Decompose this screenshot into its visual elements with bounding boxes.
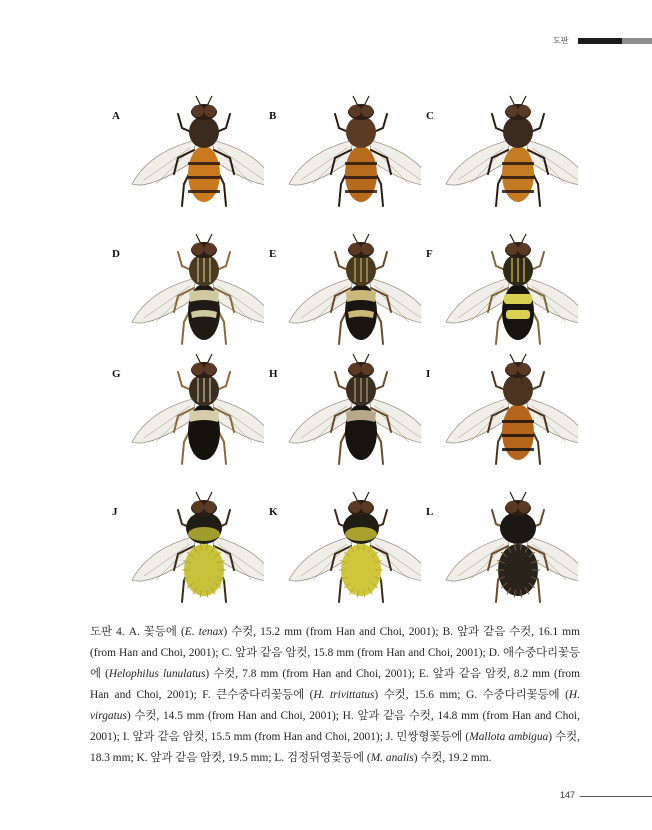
hoverfly-photo [263, 92, 421, 214]
eye [204, 363, 216, 375]
eye [204, 105, 216, 117]
caption-text: ) 수컷, 19.2 mm. [413, 752, 492, 764]
abdomen-band [188, 190, 220, 193]
specimen-label: L [426, 506, 434, 518]
abdomen-band [502, 434, 534, 437]
species-name: H. trivittatus [313, 689, 375, 701]
abdomen-band [502, 162, 534, 165]
eye [518, 105, 530, 117]
abdomen [345, 146, 377, 202]
thorax [503, 116, 533, 148]
eye [361, 501, 373, 513]
eye [349, 243, 361, 255]
hoverfly-photo [263, 350, 421, 472]
eye [518, 363, 530, 375]
specimen-label: G [112, 368, 121, 380]
specimen-label: H [269, 368, 278, 380]
specimen-d [106, 230, 264, 352]
specimen-label: C [426, 110, 434, 122]
hoverfly-photo [420, 230, 578, 352]
caption-text: ) 수컷, 14.5 mm (from Han and Choi, 2001); H. 앞과 같음 수컷, 14.8 mm (from Han and Choi, 2001); I. 앞과 같음 암컷, 15.5 mm (from Han and Choi, 2001); J. 민쌍형꽃등에 ( [90, 710, 580, 743]
figure-caption [90, 622, 580, 769]
section-label: 도판 [553, 36, 569, 45]
abdomen-band [502, 420, 534, 423]
specimen-f [420, 230, 578, 352]
specimen-i [420, 350, 578, 472]
eye [349, 501, 361, 513]
abdomen-spot [506, 310, 530, 319]
hoverfly-photo [106, 92, 264, 214]
specimen-label: K [269, 506, 278, 518]
specimen-label: A [112, 110, 120, 122]
thorax [500, 512, 536, 544]
eye [204, 243, 216, 255]
species-name: Helophilus lunulatus [108, 668, 206, 680]
thorax [503, 374, 533, 406]
eye [349, 105, 361, 117]
abdomen-band [345, 162, 377, 165]
hoverfly-photo [263, 230, 421, 352]
hoverfly-photo [106, 350, 264, 472]
caption-text: 도판 4. A. 꽃등에 ( [90, 626, 185, 638]
abdomen-band [502, 190, 534, 193]
eye [506, 105, 518, 117]
hoverfly-photo [420, 350, 578, 472]
caption-text: ) 수컷, 7.8 mm (from Han and Choi, 2001); E. 앞과 같음 암컷, 8.2 mm (from Han and Choi, 2001); F. 큰수중다리꽃등에 ( [90, 668, 580, 701]
thorax-hair-band [345, 527, 377, 541]
specimen-g [106, 350, 264, 472]
abdomen-band [345, 176, 377, 179]
eye [361, 105, 373, 117]
hoverfly-photo [420, 92, 578, 214]
eye [518, 243, 530, 255]
thorax [346, 116, 376, 148]
caption-text: ) 수컷, 15.6 mm; G. 수중다리꽃등에 ( [374, 689, 569, 701]
specimen-label: F [426, 248, 433, 260]
abdomen-band [502, 176, 534, 179]
eye [506, 243, 518, 255]
abdomen-band [345, 190, 377, 193]
footer-rule [580, 796, 652, 797]
specimen-l [420, 488, 578, 610]
specimen-c [420, 92, 578, 214]
abdomen [502, 146, 534, 202]
eye [361, 363, 373, 375]
caption-text: ) 수컷, 15.2 mm (from Han and Choi, 2001); B. 앞과 같음 수컷, 16.1 mm (from Han and Choi, 2001); C. 앞과 같음 암컷, 15.8 mm (from Han and Choi, 2001); D. 애수중다리꽃등에 ( [90, 626, 580, 680]
eye [349, 363, 361, 375]
header-bar-grey [622, 38, 652, 44]
specimen-label: J [112, 506, 118, 518]
specimen-h [263, 350, 421, 472]
abdomen [188, 146, 220, 202]
abdomen-band [502, 448, 534, 451]
specimen-a [106, 92, 264, 214]
hoverfly-photo [106, 488, 264, 610]
header-bar-dark [578, 38, 622, 44]
species-name: H. virgatus [90, 689, 580, 722]
page-number: 147 [560, 790, 576, 800]
hoverfly-photo [263, 488, 421, 610]
eye [204, 501, 216, 513]
thorax-hair-band [188, 527, 220, 541]
abdomen-band [188, 162, 220, 165]
abdomen-spot [504, 294, 532, 304]
specimen-label: D [112, 248, 120, 260]
eye [518, 501, 530, 513]
specimen-e [263, 230, 421, 352]
eye [192, 501, 204, 513]
hoverfly-photo [420, 488, 578, 610]
eye [506, 363, 518, 375]
abdomen [502, 404, 534, 460]
specimen-k [263, 488, 421, 610]
specimen-label: B [269, 110, 277, 122]
species-name: E. tenax [184, 626, 224, 638]
caption-text: ) 수컷, 18.3 mm; K. 앞과 같음 암컷, 19.5 mm; L. 검정뒤영꽃등에 ( [90, 731, 580, 764]
eye [192, 105, 204, 117]
eye [506, 501, 518, 513]
specimen-label: I [426, 368, 431, 380]
hoverfly-photo [106, 230, 264, 352]
specimen-label: E [269, 248, 277, 260]
species-name: M. analis [370, 752, 414, 764]
specimen-j [106, 488, 264, 610]
eye [361, 243, 373, 255]
species-name: Mallota ambigua [469, 731, 549, 743]
eye [192, 243, 204, 255]
thorax [189, 116, 219, 148]
abdomen-band [188, 176, 220, 179]
eye [192, 363, 204, 375]
specimen-b [263, 92, 421, 214]
